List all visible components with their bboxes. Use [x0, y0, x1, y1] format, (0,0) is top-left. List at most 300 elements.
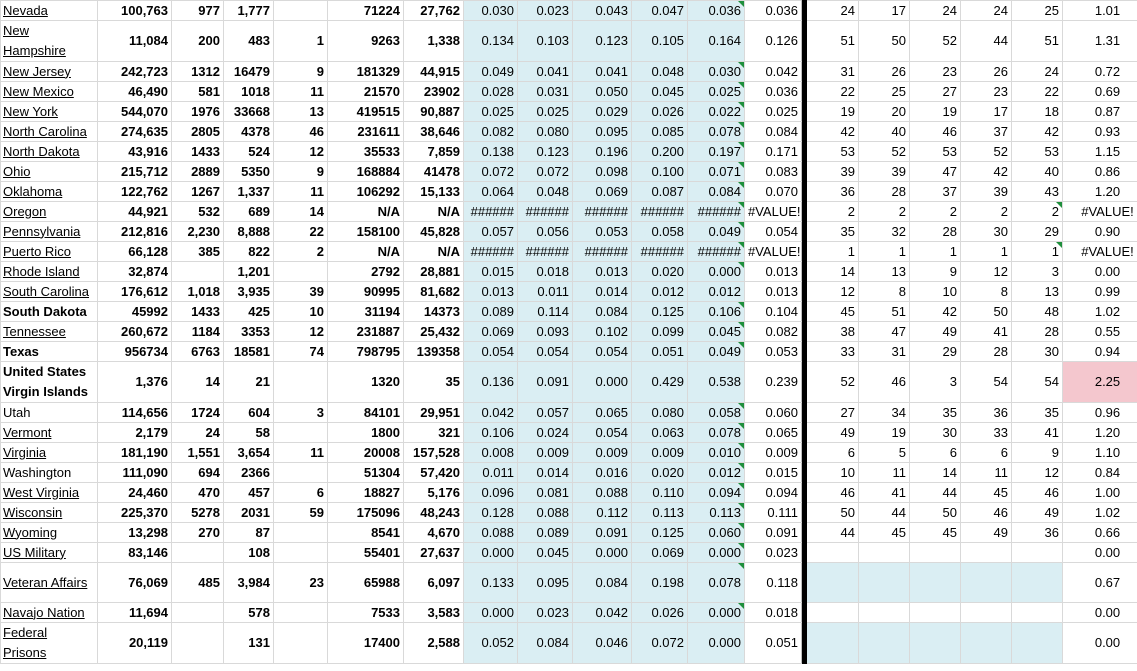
- data-cell[interactable]: 41478: [404, 162, 464, 182]
- data-cell[interactable]: 108: [224, 543, 274, 563]
- data-cell[interactable]: 0.042: [464, 403, 518, 423]
- data-cell[interactable]: 1,777: [224, 1, 274, 21]
- data-cell[interactable]: 42: [961, 162, 1012, 182]
- row-label-cell[interactable]: Federal Prisons: [1, 623, 98, 664]
- data-cell[interactable]: 0.078: [688, 423, 745, 443]
- data-cell[interactable]: 20008: [328, 443, 404, 463]
- data-cell[interactable]: 0.025: [688, 82, 745, 102]
- data-cell[interactable]: 0.118: [745, 563, 802, 603]
- data-cell[interactable]: 23902: [404, 82, 464, 102]
- data-cell[interactable]: 0.022: [688, 102, 745, 122]
- data-cell[interactable]: 0.96: [1063, 403, 1137, 423]
- data-cell[interactable]: 46: [859, 362, 910, 403]
- data-cell[interactable]: 0.113: [632, 503, 688, 523]
- data-cell[interactable]: 24: [172, 423, 224, 443]
- data-cell[interactable]: 30: [961, 222, 1012, 242]
- data-cell[interactable]: 76,069: [98, 563, 172, 603]
- data-cell[interactable]: 17400: [328, 623, 404, 664]
- data-cell[interactable]: 0.072: [632, 623, 688, 664]
- data-cell[interactable]: 52: [910, 21, 961, 62]
- data-cell[interactable]: 44: [807, 523, 859, 543]
- data-cell[interactable]: 2: [859, 202, 910, 222]
- data-cell[interactable]: 2,230: [172, 222, 224, 242]
- row-label-cell[interactable]: Puerto Rico: [1, 242, 98, 262]
- data-cell[interactable]: [1012, 623, 1063, 664]
- row-label-cell[interactable]: South Dakota: [1, 302, 98, 322]
- data-cell[interactable]: 0.091: [518, 362, 573, 403]
- data-cell[interactable]: 6,097: [404, 563, 464, 603]
- data-cell[interactable]: 6: [274, 483, 328, 503]
- data-cell[interactable]: 1: [910, 242, 961, 262]
- data-cell[interactable]: 18581: [224, 342, 274, 362]
- data-cell[interactable]: 65988: [328, 563, 404, 603]
- data-cell[interactable]: 0.088: [573, 483, 632, 503]
- data-cell[interactable]: [807, 563, 859, 603]
- data-cell[interactable]: 17: [961, 102, 1012, 122]
- data-cell[interactable]: 0.197: [688, 142, 745, 162]
- data-cell[interactable]: 31194: [328, 302, 404, 322]
- data-cell[interactable]: 1,551: [172, 443, 224, 463]
- data-cell[interactable]: 0.020: [632, 262, 688, 282]
- data-cell[interactable]: 46: [961, 503, 1012, 523]
- data-cell[interactable]: 176,612: [98, 282, 172, 302]
- data-cell[interactable]: ######: [688, 202, 745, 222]
- data-cell[interactable]: ######: [573, 202, 632, 222]
- data-cell[interactable]: 0.087: [632, 182, 688, 202]
- data-cell[interactable]: 49: [807, 423, 859, 443]
- data-cell[interactable]: 0.036: [688, 1, 745, 21]
- data-cell[interactable]: 0.091: [745, 523, 802, 543]
- data-cell[interactable]: 41: [859, 483, 910, 503]
- data-cell[interactable]: 0.014: [573, 282, 632, 302]
- data-cell[interactable]: 11: [274, 443, 328, 463]
- data-cell[interactable]: 0.048: [632, 62, 688, 82]
- data-cell[interactable]: 13: [859, 262, 910, 282]
- data-cell[interactable]: 44: [859, 503, 910, 523]
- data-cell[interactable]: 1,338: [404, 21, 464, 62]
- data-cell[interactable]: 45: [807, 302, 859, 322]
- data-cell[interactable]: 0.084: [573, 302, 632, 322]
- data-cell[interactable]: 0.69: [1063, 82, 1137, 102]
- data-cell[interactable]: 0.86: [1063, 162, 1137, 182]
- data-cell[interactable]: 0.198: [632, 563, 688, 603]
- data-cell[interactable]: 52: [961, 142, 1012, 162]
- data-cell[interactable]: #VALUE!: [745, 242, 802, 262]
- data-cell[interactable]: 29: [1012, 222, 1063, 242]
- data-cell[interactable]: 212,816: [98, 222, 172, 242]
- data-cell[interactable]: 2.25: [1063, 362, 1137, 403]
- data-cell[interactable]: 0.016: [573, 463, 632, 483]
- data-cell[interactable]: ######: [688, 242, 745, 262]
- data-cell[interactable]: 321: [404, 423, 464, 443]
- data-cell[interactable]: [274, 423, 328, 443]
- data-cell[interactable]: 8541: [328, 523, 404, 543]
- data-cell[interactable]: 40: [1012, 162, 1063, 182]
- data-cell[interactable]: 0.018: [745, 603, 802, 623]
- data-cell[interactable]: 0.053: [745, 342, 802, 362]
- data-cell[interactable]: 47: [859, 322, 910, 342]
- data-cell[interactable]: 0.138: [464, 142, 518, 162]
- row-label-cell[interactable]: New Mexico: [1, 82, 98, 102]
- data-cell[interactable]: 157,528: [404, 443, 464, 463]
- data-cell[interactable]: 0.060: [688, 523, 745, 543]
- data-cell[interactable]: 47: [910, 162, 961, 182]
- data-cell[interactable]: 9263: [328, 21, 404, 62]
- data-cell[interactable]: 11: [274, 82, 328, 102]
- data-cell[interactable]: 30: [1012, 342, 1063, 362]
- data-cell[interactable]: 7533: [328, 603, 404, 623]
- data-cell[interactable]: 50: [859, 21, 910, 62]
- data-cell[interactable]: 0.104: [745, 302, 802, 322]
- data-cell[interactable]: 0.089: [464, 302, 518, 322]
- row-label-cell[interactable]: Washington: [1, 463, 98, 483]
- data-cell[interactable]: 0.054: [464, 342, 518, 362]
- data-cell[interactable]: 84101: [328, 403, 404, 423]
- data-cell[interactable]: 0.085: [632, 122, 688, 142]
- data-cell[interactable]: 52: [859, 142, 910, 162]
- data-cell[interactable]: 0.049: [688, 342, 745, 362]
- data-cell[interactable]: 14: [172, 362, 224, 403]
- data-cell[interactable]: 12: [274, 142, 328, 162]
- data-cell[interactable]: 0.011: [518, 282, 573, 302]
- data-cell[interactable]: 9: [274, 162, 328, 182]
- data-cell[interactable]: 51: [807, 21, 859, 62]
- data-cell[interactable]: 0.069: [573, 182, 632, 202]
- data-cell[interactable]: 0.114: [518, 302, 573, 322]
- data-cell[interactable]: 689: [224, 202, 274, 222]
- data-cell[interactable]: 0.239: [745, 362, 802, 403]
- data-cell[interactable]: 34: [859, 403, 910, 423]
- data-cell[interactable]: 50: [961, 302, 1012, 322]
- data-cell[interactable]: 0.134: [464, 21, 518, 62]
- data-cell[interactable]: 9: [274, 62, 328, 82]
- data-cell[interactable]: 0.045: [518, 543, 573, 563]
- data-cell[interactable]: 0.000: [573, 362, 632, 403]
- data-cell[interactable]: 0.171: [745, 142, 802, 162]
- data-cell[interactable]: [274, 603, 328, 623]
- data-cell[interactable]: 2889: [172, 162, 224, 182]
- data-cell[interactable]: 0.012: [688, 463, 745, 483]
- data-cell[interactable]: 17: [859, 1, 910, 21]
- data-cell[interactable]: #VALUE!: [745, 202, 802, 222]
- data-cell[interactable]: 0.99: [1063, 282, 1137, 302]
- data-cell[interactable]: 0.091: [573, 523, 632, 543]
- data-cell[interactable]: [274, 523, 328, 543]
- data-cell[interactable]: 24: [961, 1, 1012, 21]
- data-cell[interactable]: [859, 543, 910, 563]
- data-cell[interactable]: 0.028: [464, 82, 518, 102]
- row-label-cell[interactable]: US Military: [1, 543, 98, 563]
- data-cell[interactable]: 54: [961, 362, 1012, 403]
- data-cell[interactable]: 3: [1012, 262, 1063, 282]
- data-cell[interactable]: 0.67: [1063, 563, 1137, 603]
- data-cell[interactable]: 0.111: [745, 503, 802, 523]
- data-cell[interactable]: 0.014: [518, 463, 573, 483]
- data-cell[interactable]: 14: [807, 262, 859, 282]
- row-label-cell[interactable]: Wisconsin: [1, 503, 98, 523]
- data-cell[interactable]: 122,762: [98, 182, 172, 202]
- data-cell[interactable]: 0.031: [518, 82, 573, 102]
- data-cell[interactable]: 41: [961, 322, 1012, 342]
- data-cell[interactable]: N/A: [328, 242, 404, 262]
- data-cell[interactable]: 45: [859, 523, 910, 543]
- data-cell[interactable]: 14373: [404, 302, 464, 322]
- data-cell[interactable]: 59: [274, 503, 328, 523]
- data-cell[interactable]: 29: [910, 342, 961, 362]
- data-cell[interactable]: 52: [807, 362, 859, 403]
- data-cell[interactable]: 51: [1012, 21, 1063, 62]
- data-cell[interactable]: 45,828: [404, 222, 464, 242]
- data-cell[interactable]: 28: [859, 182, 910, 202]
- data-cell[interactable]: 1.01: [1063, 1, 1137, 21]
- data-cell[interactable]: 0.538: [688, 362, 745, 403]
- data-cell[interactable]: 29,951: [404, 403, 464, 423]
- data-cell[interactable]: 35: [1012, 403, 1063, 423]
- data-cell[interactable]: [910, 603, 961, 623]
- data-cell[interactable]: [172, 623, 224, 664]
- data-cell[interactable]: ######: [632, 202, 688, 222]
- data-cell[interactable]: 57,420: [404, 463, 464, 483]
- data-cell[interactable]: 0.008: [464, 443, 518, 463]
- data-cell[interactable]: 71224: [328, 1, 404, 21]
- data-cell[interactable]: 0.099: [632, 322, 688, 342]
- data-cell[interactable]: 12: [807, 282, 859, 302]
- data-cell[interactable]: 3: [910, 362, 961, 403]
- data-cell[interactable]: 0.054: [573, 342, 632, 362]
- data-cell[interactable]: 19: [910, 102, 961, 122]
- data-cell[interactable]: 106292: [328, 182, 404, 202]
- data-cell[interactable]: 46: [274, 122, 328, 142]
- data-cell[interactable]: 20,119: [98, 623, 172, 664]
- data-cell[interactable]: 46: [807, 483, 859, 503]
- data-cell[interactable]: 0.082: [745, 322, 802, 342]
- data-cell[interactable]: 33: [807, 342, 859, 362]
- data-cell[interactable]: 0.042: [745, 62, 802, 82]
- data-cell[interactable]: 0.102: [573, 322, 632, 342]
- data-cell[interactable]: 49: [1012, 503, 1063, 523]
- data-cell[interactable]: 1.10: [1063, 443, 1137, 463]
- data-cell[interactable]: 0.095: [573, 122, 632, 142]
- data-cell[interactable]: 111,090: [98, 463, 172, 483]
- data-cell[interactable]: 0.000: [688, 543, 745, 563]
- data-cell[interactable]: 11: [274, 182, 328, 202]
- data-cell[interactable]: 425: [224, 302, 274, 322]
- data-cell[interactable]: 0.196: [573, 142, 632, 162]
- data-cell[interactable]: ######: [518, 202, 573, 222]
- data-cell[interactable]: 2792: [328, 262, 404, 282]
- data-cell[interactable]: 33668: [224, 102, 274, 122]
- data-cell[interactable]: 43,916: [98, 142, 172, 162]
- data-cell[interactable]: 0.094: [688, 483, 745, 503]
- data-cell[interactable]: 0.064: [464, 182, 518, 202]
- data-cell[interactable]: [274, 262, 328, 282]
- data-cell[interactable]: 0.84: [1063, 463, 1137, 483]
- data-cell[interactable]: 0.200: [632, 142, 688, 162]
- data-cell[interactable]: 35: [910, 403, 961, 423]
- data-cell[interactable]: 36: [1012, 523, 1063, 543]
- data-cell[interactable]: 0.041: [518, 62, 573, 82]
- data-cell[interactable]: 42: [910, 302, 961, 322]
- data-cell[interactable]: 35: [807, 222, 859, 242]
- data-cell[interactable]: 0.043: [573, 1, 632, 21]
- data-cell[interactable]: 46,490: [98, 82, 172, 102]
- data-cell[interactable]: 2366: [224, 463, 274, 483]
- data-cell[interactable]: 485: [172, 563, 224, 603]
- data-cell[interactable]: 28: [910, 222, 961, 242]
- data-cell[interactable]: 274,635: [98, 122, 172, 142]
- data-cell[interactable]: 0.023: [518, 603, 573, 623]
- data-cell[interactable]: 30: [910, 423, 961, 443]
- data-cell[interactable]: 0.049: [688, 222, 745, 242]
- data-cell[interactable]: 0.029: [573, 102, 632, 122]
- data-cell[interactable]: 3,984: [224, 563, 274, 603]
- data-cell[interactable]: 9: [1012, 443, 1063, 463]
- data-cell[interactable]: 6: [961, 443, 1012, 463]
- data-cell[interactable]: 0.046: [573, 623, 632, 664]
- data-cell[interactable]: 10: [910, 282, 961, 302]
- data-cell[interactable]: 5: [859, 443, 910, 463]
- data-cell[interactable]: 0.069: [632, 543, 688, 563]
- data-cell[interactable]: 0.000: [464, 603, 518, 623]
- data-cell[interactable]: 35533: [328, 142, 404, 162]
- data-cell[interactable]: 0.000: [464, 543, 518, 563]
- data-cell[interactable]: 87: [224, 523, 274, 543]
- data-cell[interactable]: 0.084: [745, 122, 802, 142]
- data-cell[interactable]: 0.90: [1063, 222, 1137, 242]
- row-label-cell[interactable]: Wyoming: [1, 523, 98, 543]
- data-cell[interactable]: 39: [859, 162, 910, 182]
- data-cell[interactable]: 0.057: [518, 403, 573, 423]
- data-cell[interactable]: 28,881: [404, 262, 464, 282]
- data-cell[interactable]: [910, 543, 961, 563]
- data-cell[interactable]: 53: [910, 142, 961, 162]
- data-cell[interactable]: 1,337: [224, 182, 274, 202]
- data-cell[interactable]: 1184: [172, 322, 224, 342]
- data-cell[interactable]: 0.012: [688, 282, 745, 302]
- data-cell[interactable]: 8,888: [224, 222, 274, 242]
- data-cell[interactable]: 181329: [328, 62, 404, 82]
- row-label-cell[interactable]: Ohio: [1, 162, 98, 182]
- data-cell[interactable]: 14: [274, 202, 328, 222]
- data-cell[interactable]: 3,654: [224, 443, 274, 463]
- data-cell[interactable]: 10: [807, 463, 859, 483]
- data-cell[interactable]: 14: [910, 463, 961, 483]
- data-cell[interactable]: 0.025: [518, 102, 573, 122]
- data-cell[interactable]: 1320: [328, 362, 404, 403]
- data-cell[interactable]: 20: [859, 102, 910, 122]
- data-cell[interactable]: 181,190: [98, 443, 172, 463]
- data-cell[interactable]: 2031: [224, 503, 274, 523]
- data-cell[interactable]: 0.136: [464, 362, 518, 403]
- data-cell[interactable]: 37: [961, 122, 1012, 142]
- data-cell[interactable]: [859, 623, 910, 664]
- row-label-cell[interactable]: Oregon: [1, 202, 98, 222]
- data-cell[interactable]: 8: [859, 282, 910, 302]
- data-cell[interactable]: 694: [172, 463, 224, 483]
- data-cell[interactable]: 0.023: [745, 543, 802, 563]
- data-cell[interactable]: 5278: [172, 503, 224, 523]
- data-cell[interactable]: 0.013: [464, 282, 518, 302]
- data-cell[interactable]: 24: [910, 1, 961, 21]
- data-cell[interactable]: 0.083: [745, 162, 802, 182]
- row-label-cell[interactable]: Tennessee: [1, 322, 98, 342]
- data-cell[interactable]: [859, 563, 910, 603]
- data-cell[interactable]: 0.054: [745, 222, 802, 242]
- data-cell[interactable]: 260,672: [98, 322, 172, 342]
- data-cell[interactable]: 1.02: [1063, 503, 1137, 523]
- data-cell[interactable]: 18: [1012, 102, 1063, 122]
- data-cell[interactable]: 0.036: [745, 82, 802, 102]
- data-cell[interactable]: 604: [224, 403, 274, 423]
- row-label-cell[interactable]: Navajo Nation: [1, 603, 98, 623]
- data-cell[interactable]: 0.015: [464, 262, 518, 282]
- data-cell[interactable]: 0.054: [518, 342, 573, 362]
- data-cell[interactable]: 53: [1012, 142, 1063, 162]
- data-cell[interactable]: 0.051: [745, 623, 802, 664]
- data-cell[interactable]: [274, 543, 328, 563]
- data-cell[interactable]: 42: [1012, 122, 1063, 142]
- data-cell[interactable]: 3,935: [224, 282, 274, 302]
- data-cell[interactable]: 22: [807, 82, 859, 102]
- data-cell[interactable]: 175096: [328, 503, 404, 523]
- data-cell[interactable]: 0.096: [464, 483, 518, 503]
- row-label-cell[interactable]: South Carolina: [1, 282, 98, 302]
- data-cell[interactable]: 90,887: [404, 102, 464, 122]
- data-cell[interactable]: 168884: [328, 162, 404, 182]
- data-cell[interactable]: 0.103: [518, 21, 573, 62]
- data-cell[interactable]: [961, 603, 1012, 623]
- data-cell[interactable]: 0.089: [518, 523, 573, 543]
- data-cell[interactable]: 200: [172, 21, 224, 62]
- data-cell[interactable]: ######: [464, 242, 518, 262]
- data-cell[interactable]: [274, 1, 328, 21]
- data-cell[interactable]: 0.041: [573, 62, 632, 82]
- data-cell[interactable]: 41: [1012, 423, 1063, 443]
- data-cell[interactable]: N/A: [404, 242, 464, 262]
- data-cell[interactable]: [807, 543, 859, 563]
- data-cell[interactable]: 26: [961, 62, 1012, 82]
- data-cell[interactable]: 0.065: [745, 423, 802, 443]
- data-cell[interactable]: 822: [224, 242, 274, 262]
- data-cell[interactable]: 2: [1012, 202, 1063, 222]
- data-cell[interactable]: 0.078: [688, 563, 745, 603]
- data-cell[interactable]: 0.128: [464, 503, 518, 523]
- data-cell[interactable]: 114,656: [98, 403, 172, 423]
- data-cell[interactable]: 0.013: [745, 262, 802, 282]
- data-cell[interactable]: 33: [961, 423, 1012, 443]
- data-cell[interactable]: 0.053: [573, 222, 632, 242]
- data-cell[interactable]: 27,637: [404, 543, 464, 563]
- data-cell[interactable]: 44: [961, 21, 1012, 62]
- row-label-cell[interactable]: Utah: [1, 403, 98, 423]
- data-cell[interactable]: 0.058: [688, 403, 745, 423]
- data-cell[interactable]: 36: [961, 403, 1012, 423]
- data-cell[interactable]: [274, 362, 328, 403]
- data-cell[interactable]: 53: [807, 142, 859, 162]
- data-cell[interactable]: 0.018: [518, 262, 573, 282]
- data-cell[interactable]: 24,460: [98, 483, 172, 503]
- data-cell[interactable]: 49: [910, 322, 961, 342]
- data-cell[interactable]: 0.013: [573, 262, 632, 282]
- data-cell[interactable]: 11,694: [98, 603, 172, 623]
- data-cell[interactable]: 1.20: [1063, 182, 1137, 202]
- data-cell[interactable]: 0.110: [632, 483, 688, 503]
- data-cell[interactable]: 0.095: [518, 563, 573, 603]
- data-cell[interactable]: 24: [807, 1, 859, 21]
- data-cell[interactable]: 44: [910, 483, 961, 503]
- data-cell[interactable]: 8: [961, 282, 1012, 302]
- data-cell[interactable]: [1012, 603, 1063, 623]
